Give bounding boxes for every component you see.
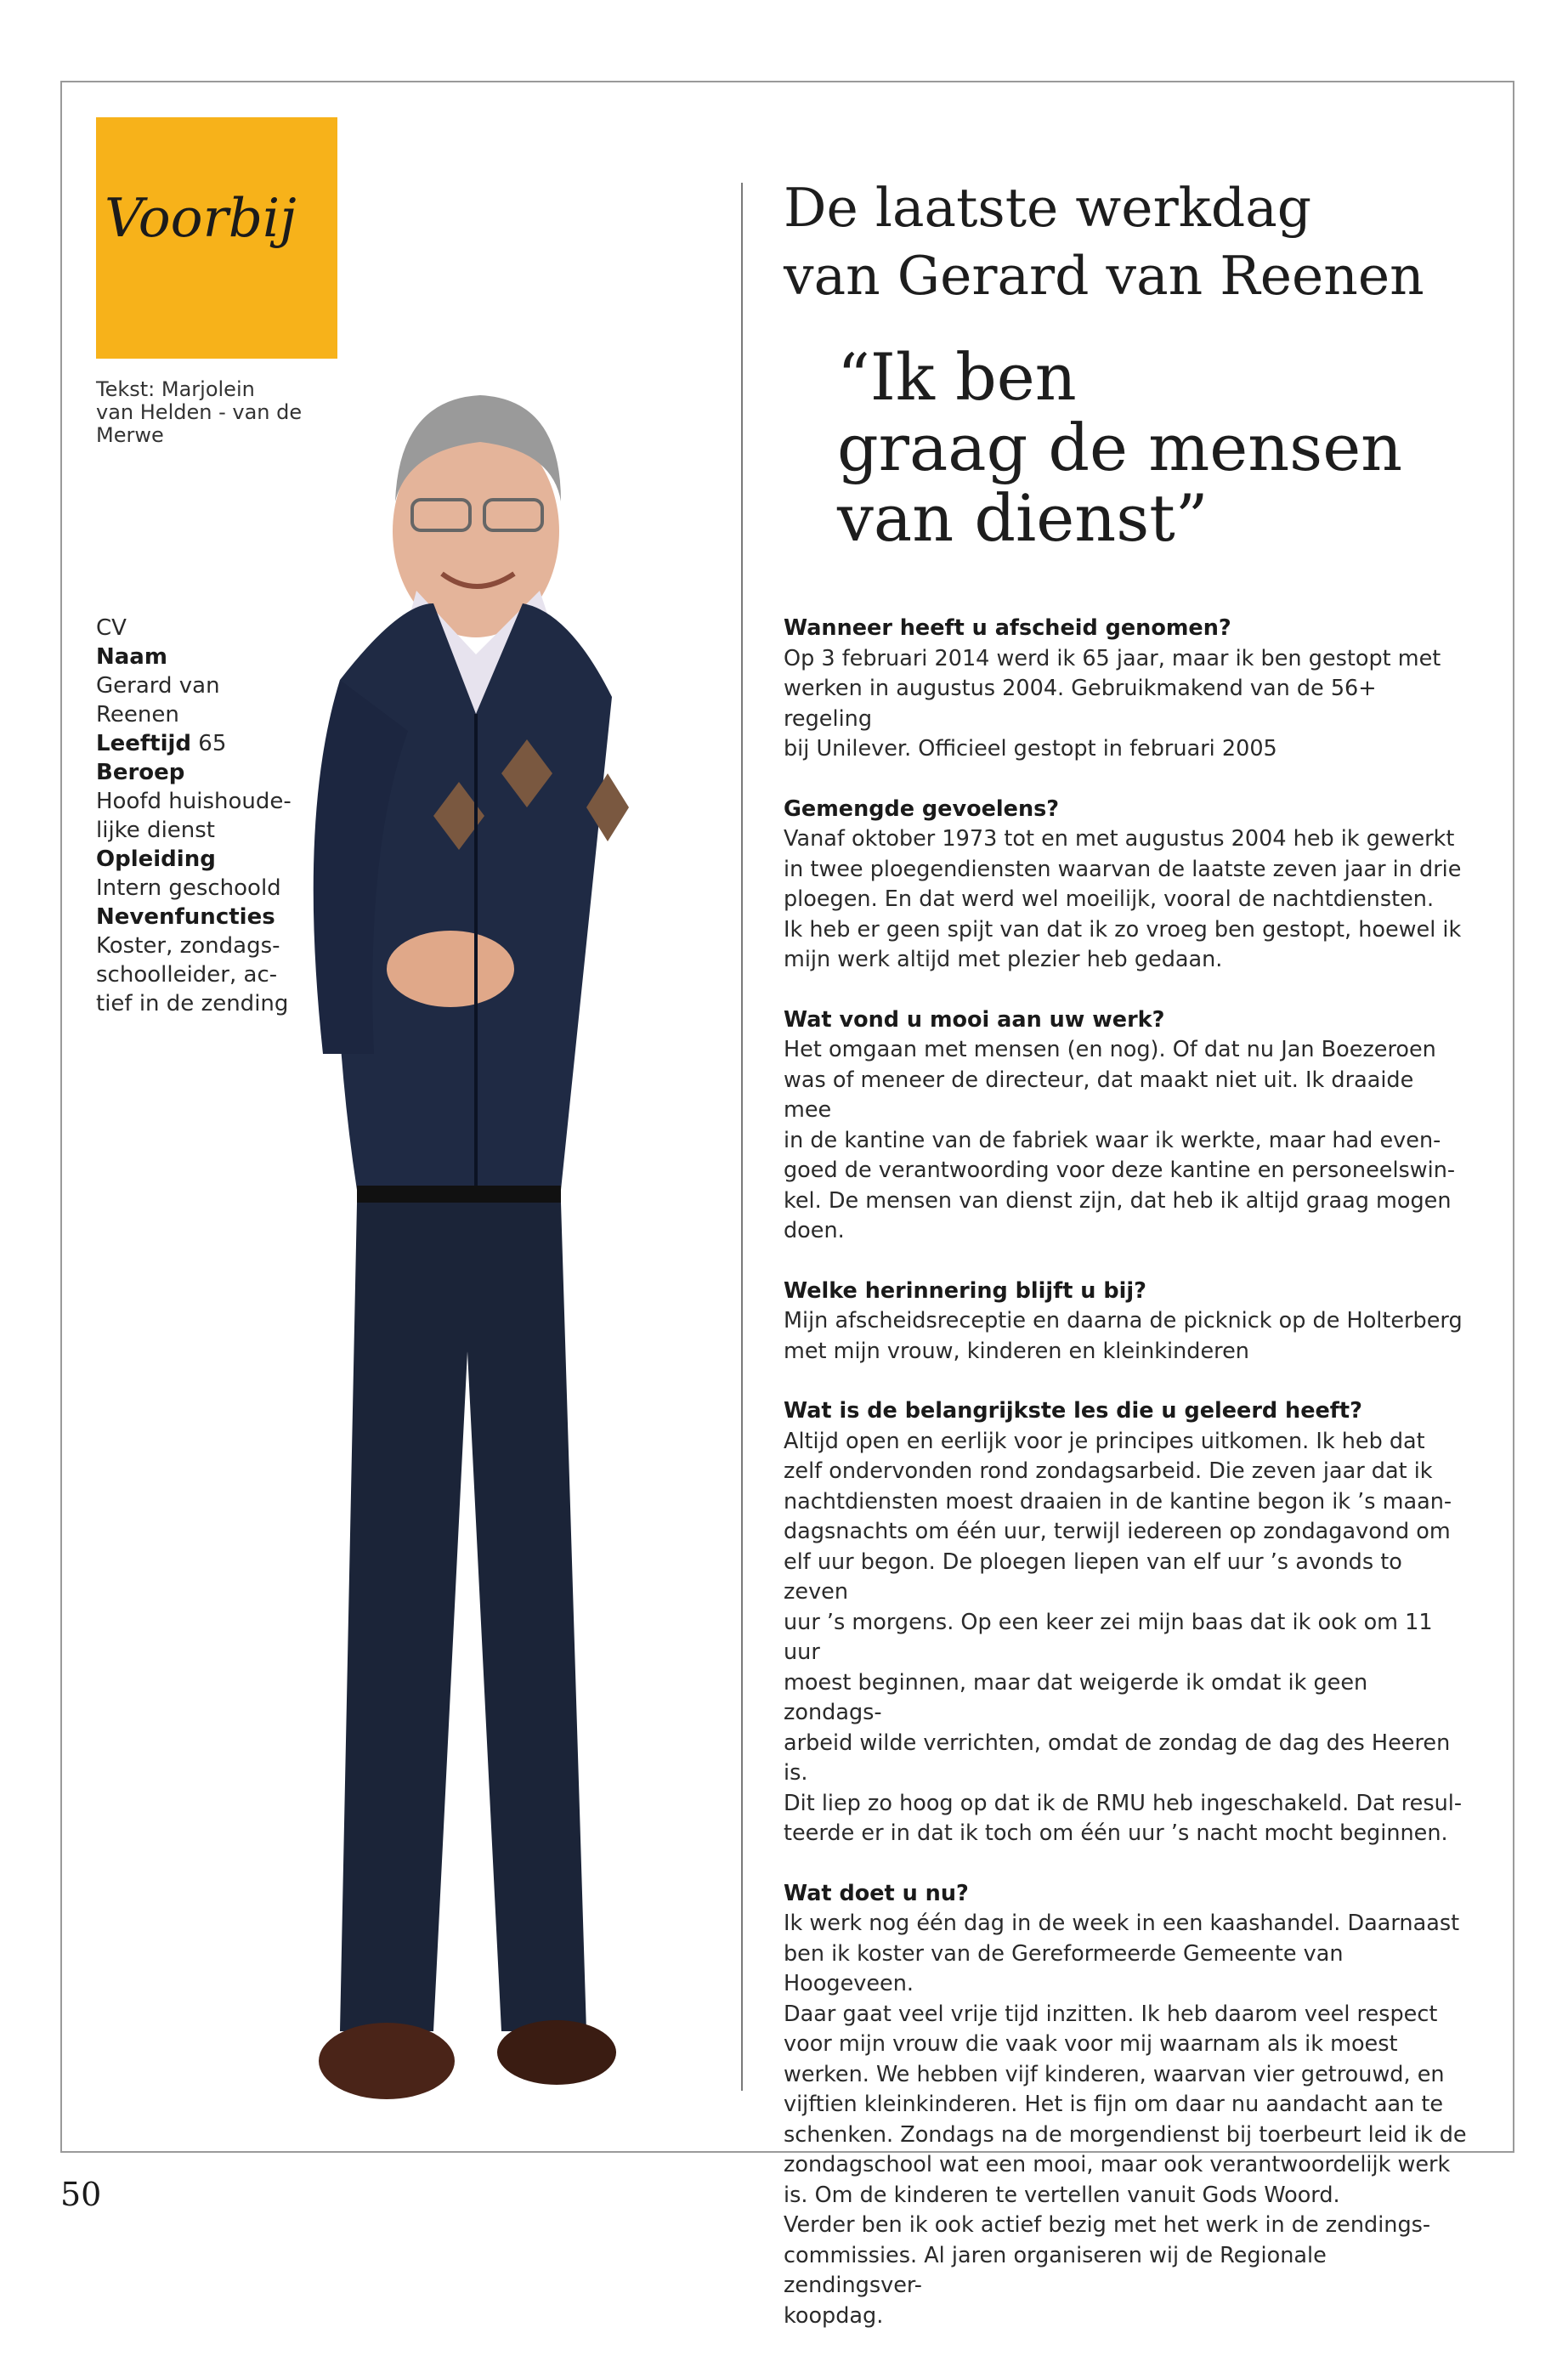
question: Wanneer heeft u afscheid genomen? [784,615,1231,641]
cv-job-label: Beroep [96,760,185,785]
cv-side-label: Nevenfuncties [96,904,275,930]
article-headline [784,174,1514,310]
cv-name-value: Gerard van Reenen [96,673,220,728]
section-badge [96,117,337,359]
cv-heading: CV [96,615,127,641]
answer: Het omgaan met mensen (en nog). Of dat nu Jan Boezeroen was of meneer de directeur, dat maakt niet uit. Ik draaide mee in de kantine van de fabriek waar ik werkte, maar had even- goed de verantwoording voor deze kantine en personeelswin- kel. De mensen van dienst zijn, dat heb ik altijd graag mogen doen. [784,1037,1456,1243]
question: Wat doet u nu? [784,1880,969,1906]
section-label: Voorbij [105,187,297,249]
byline-line: van Helden - van de [96,400,303,424]
qa-block [784,614,1468,765]
answer: Vanaf oktober 1973 tot en met augustus 2004 heb ik gewerkt in twee ploegendiensten waarvan de laatste zeven jaar in drie ploegen. En dat werd wel moeilijk, vooral de nachtdiensten. Ik heb er geen spijt van dat ik zo vroeg ben gestopt, hoewel ik mijn werk altijd met plezier heb gedaan. [784,826,1462,972]
cv-job-value: lijke dienst [96,818,216,843]
question: Wat is de belangrijkste les die u geleerd heeft? [784,1398,1362,1424]
answer: Op 3 februari 2014 werd ik 65 jaar, maar ik ben gestopt met werken in augustus 2004. Gebruikmakend van de 56+ regeling bij Unilever. Officieel gestopt in februari 2005 [784,645,1441,762]
column-divider [741,183,743,2091]
portrait-photo [306,374,748,2201]
answer: Altijd open en eerlijk voor je principes uitkomen. Ik heb dat zelf ondervonden rond zondagsarbeid. Die zeven jaar dat ik nachtdiensten moest draaien in de kantine begon ik ’s maan- dagsnachts om één uur, terwijl iedereen op zondagavond om elf uur begon. De ploegen liepen van elf uur ’s avonds to zeven uur ’s morgens. Op een keer zei mijn baas dat ik ook om 11 uur moest beginnen, maar dat weigerde ik omdat ik geen zondags- arbeid wilde verrichten, omdat de zondag de dag des Heeren is. Dit liep zo hoog op dat ik de RMU heb ingeschakeld. Dat resul- teerde er in dat ik toch om één uur ’s nacht mocht beginnen. [784,1428,1463,1846]
byline-line: Tekst: Marjolein [96,377,255,401]
qa-block [784,1277,1468,1367]
question: Gemengde gevoelens? [784,795,1060,822]
pull-quote [837,339,1509,556]
page-number: 50 [60,2176,102,2213]
cv-job-value: Hoofd huishoude- [96,789,292,814]
cv-name-label: Naam [96,644,167,670]
answer: Ik werk nog één dag in de week in een kaashandel. Daarnaast ben ik koster van de Gereformeerde Gemeente van Hoogeveen. Daar gaat veel vrije tijd inzitten. Ik heb daarom veel respect voor mijn vrouw die vaak voor mij waarnam als ik moest werken. We hebben vijf kinderen, waarvan vier getrouwd, en vijftien kleinkinderen. Het is fijn om daar nu aandacht aan te schenken. Zondags na de morgendienst bij toerbeurt leid ik de zondagschool wat een mooi, maar ook verantwoordelijk werk is. Om de kinderen te vertellen vanuit Gods Woord. Verder ben ik ook actief bezig met het werk in de zendings- commissies. Al jaren organiseren wij de Regionale zendingsver- koopdag. [784,1911,1467,2329]
headline-line: van Gerard van Reenen [784,245,1424,307]
cv-box [96,614,309,1018]
byline [96,378,317,447]
cv-education-label: Opleiding [96,846,216,872]
qa-block [784,795,1468,976]
quote-line: graag de mensen [837,410,1403,485]
question: Wat vond u mooi aan uw werk? [784,1006,1165,1033]
interview-body [784,614,1468,2361]
byline-line: Merwe [96,423,164,447]
cv-side-value: tief in de zending [96,991,289,1016]
cv-age-value: 65 [198,731,227,756]
cv-side-value: Koster, zondags- [96,933,280,959]
question: Welke herinnering blijft u bij? [784,1277,1146,1304]
qa-block [784,1005,1468,1247]
qa-block [784,1879,1468,2332]
cv-education-value: Intern geschoold [96,875,281,901]
quote-line: “Ik ben [837,339,1077,415]
cv-age-label: Leeftijd [96,731,192,756]
headline-line: De laatste werkdag [784,177,1312,239]
cv-side-value: schoolleider, ac- [96,962,278,988]
quote-line: van dienst” [837,480,1209,556]
answer: Mijn afscheidsreceptie en daarna de picknick op de Holterberg met mijn vrouw, kinderen en kleinkinderen [784,1308,1463,1364]
qa-block [784,1396,1468,1849]
